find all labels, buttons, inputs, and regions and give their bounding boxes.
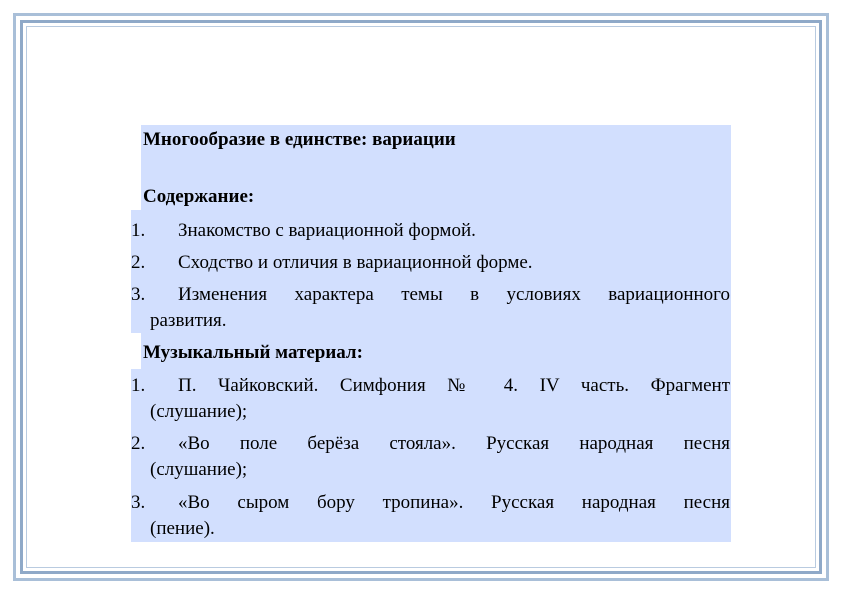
content-item-1-number: 1. (131, 220, 146, 241)
music-item-2-line1: «Во поле берёза стояла». Русская народная песня (178, 433, 730, 454)
content-item-2-text: Сходство и отличия в вариационной форме. (178, 252, 533, 273)
content-heading: Содержание: (143, 186, 255, 207)
content-item-3-number: 3. (131, 284, 146, 305)
music-item-1-line1: П. Чайковский. Симфония № 4. IV часть. Фрагмент (178, 375, 730, 396)
music-item-1-number: 1. (131, 375, 146, 396)
music-item-2-number: 2. (131, 433, 146, 454)
music-item-1-line2: (слушание); (150, 401, 248, 422)
page-title: Многообразие в единстве: вариации (143, 129, 456, 150)
content-item-3-line1: Изменения характера темы в условиях вариационного (178, 284, 730, 305)
content-item-2-number: 2. (131, 252, 146, 273)
music-item-3-number: 3. (131, 492, 146, 513)
content-item-1-text: Знакомство с вариационной формой. (178, 220, 476, 241)
music-heading: Музыкальный материал: (143, 342, 363, 363)
music-item-3-line1: «Во сыром бору тропина». Русская народная песня (178, 492, 730, 513)
music-item-2-line2: (слушание); (150, 459, 248, 480)
content-item-3-line2: развития. (150, 310, 227, 331)
music-item-3-line2: (пение). (150, 518, 215, 539)
